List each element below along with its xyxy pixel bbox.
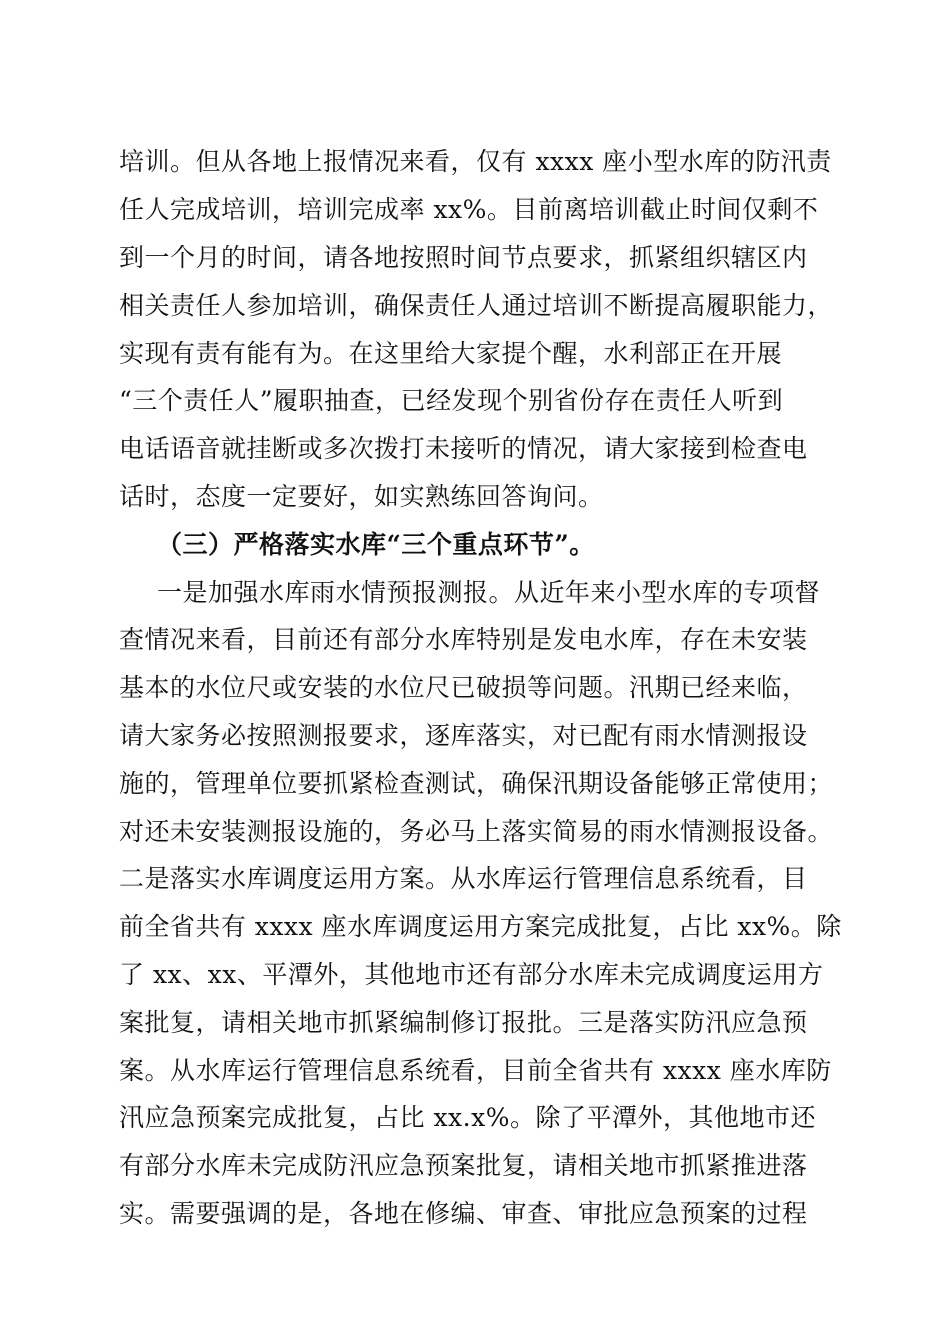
text-line-16: 二是落实水库调度运用方案。从水库运行管理信息系统看，目 (119, 864, 808, 893)
text-line-14: 施的，管理单位要抓紧检查测试，确保汛期设备能够正常使用； (119, 769, 834, 798)
text-line-4: 相关责任人参加培训，确保责任人通过培训不断提高履职能力， (119, 291, 834, 320)
text-line-17: 前全省共有 xxxx 座水库调度运用方案完成批复，占比 xx%。除 (119, 912, 842, 941)
text-line-1: 培训。但从各地上报情况来看，仅有 xxxx 座小型水库的防汛责 (119, 147, 832, 176)
text-line-15: 对还未安装测报设施的，务必马上落实简易的雨水情测报设备。 (119, 817, 834, 846)
text-line-22: 有部分水库未完成防汛应急预案批复，请相关地市抓紧推进落 (119, 1151, 808, 1180)
text-line-19: 案批复，请相关地市抓紧编制修订报批。三是落实防汛应急预 (119, 1008, 808, 1037)
text-line-18: 了 xx、xx、平潭外，其他地市还有部分水库未完成调度运用方 (119, 960, 824, 989)
text-line-10: 一是加强水库雨水情预报测报。从近年来小型水库的专项督 (157, 578, 821, 607)
text-line-5: 实现有责有能有为。在这里给大家提个醒，水利部正在开展 (119, 339, 783, 368)
section-heading: （三）严格落实水库“三个重点环节”。 (157, 530, 595, 559)
text-line-8: 话时，态度一定要好，如实熟练回答询问。 (119, 482, 604, 511)
text-line-11: 查情况来看，目前还有部分水库特别是发电水库，存在未安装 (119, 625, 808, 654)
text-line-3: 到一个月的时间，请各地按照时间节点要求，抓紧组织辖区内 (119, 243, 808, 272)
text-line-6: “三个责任人”履职抽查，已经发现个别省份存在责任人听到 (119, 386, 784, 415)
text-line-21: 汛应急预案完成批复，占比 xx.x%。除了平潭外，其他地市还 (119, 1103, 816, 1132)
text-line-2: 任人完成培训，培训完成率 xx%。目前离培训截止时间仅剩不 (119, 195, 819, 224)
text-line-13: 请大家务必按照测报要求，逐库落实，对已配有雨水情测报设 (119, 721, 808, 750)
text-line-23: 实。需要强调的是，各地在修编、审查、审批应急预案的过程 (119, 1199, 808, 1228)
text-line-7: 电话语音就挂断或多次拨打未接听的情况，请大家接到检查电 (119, 434, 808, 463)
text-line-20: 案。从水库运行管理信息系统看，目前全省共有 xxxx 座水库防 (119, 1056, 832, 1085)
text-line-12: 基本的水位尺或安装的水位尺已破损等问题。汛期已经来临， (119, 673, 808, 702)
